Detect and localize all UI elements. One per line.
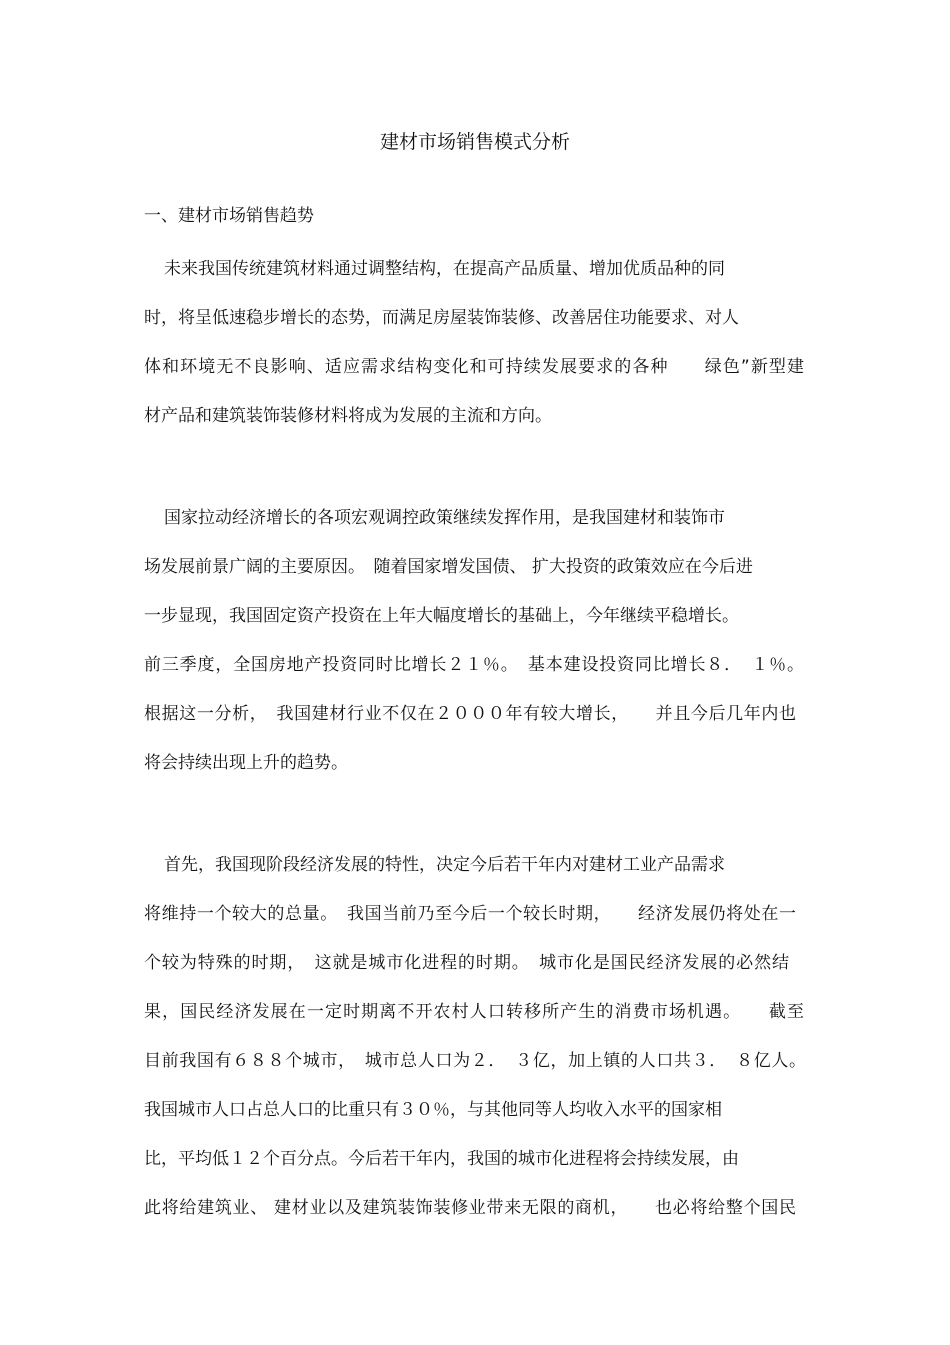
paragraph-3-line-6: 我国城市人口占总人口的比重只有３０％，与其他同等人均收入水平的国家相 xyxy=(144,1100,722,1120)
section-heading: 一、建材市场销售趋势 xyxy=(144,206,314,226)
paragraph-1-line-4: 材产品和建筑装饰装修材料将成为发展的主流和方向。 xyxy=(144,406,552,426)
paragraph-3-line-5: 目前我国有６８８个城市， 城市总人口为２． ３亿，加上镇的人口共３． ８亿人。 xyxy=(144,1051,806,1071)
paragraph-2-line-1: 国家拉动经济增长的各项宏观调控政策继续发挥作用，是我国建材和装饰市 xyxy=(164,508,725,528)
paragraph-3-line-7: 比，平均低１２个百分点。今后若干年内，我国的城市化进程将会持续发展，由 xyxy=(144,1149,739,1169)
paragraph-3-line-4: 果，国民经济发展在一定时期离不开农村人口转移所产生的消费市场机遇。 截至 xyxy=(144,1002,804,1022)
paragraph-3-line-3: 个较为特殊的时期， 这就是城市化进程的时期。 城市化是国民经济发展的必然结 xyxy=(144,953,789,973)
paragraph-2-line-2: 场发展前景广阔的主要原因。 随着国家增发国债、 扩大投资的政策效应在今后进 xyxy=(144,557,753,577)
paragraph-1-line-3: 体和环境无不良影响、适应需求结构变化和可持续发展要求的各种 绿色”新型建 xyxy=(144,357,804,377)
paragraph-3-line-2: 将维持一个较大的总量。 我国当前乃至今后一个较长时期， 经济发展仍将处在一 xyxy=(144,904,796,924)
paragraph-1-line-1: 未来我国传统建筑材料通过调整结构，在提高产品质量、增加优质品种的同 xyxy=(164,259,725,279)
paragraph-2-line-5: 根据这一分析， 我国建材行业不仅在２０００年有较大增长， 并且今后几年内也 xyxy=(144,704,796,724)
document-title: 建材市场销售模式分析 xyxy=(379,131,570,153)
paragraph-3-line-1: 首先，我国现阶段经济发展的特性，决定今后若干年内对建材工业产品需求 xyxy=(164,855,725,875)
paragraph-2-line-3: 一步显现，我国固定资产投资在上年大幅度增长的基础上，今年继续平稳增长。 xyxy=(144,606,739,626)
paragraph-3-line-8: 此将给建筑业、 建材业以及建筑装饰装修业带来无限的商机， 也必将给整个国民 xyxy=(144,1198,796,1218)
paragraph-2-line-4: 前三季度，全国房地产投资同时比增长２１％。 基本建设投资同比增长８． １％。 xyxy=(144,655,804,675)
paragraph-2-line-6: 将会持续出现上升的趋势。 xyxy=(144,753,348,773)
paragraph-1-line-2: 时，将呈低速稳步增长的态势，而满足房屋装饰装修、改善居住功能要求、对人 xyxy=(144,308,739,328)
